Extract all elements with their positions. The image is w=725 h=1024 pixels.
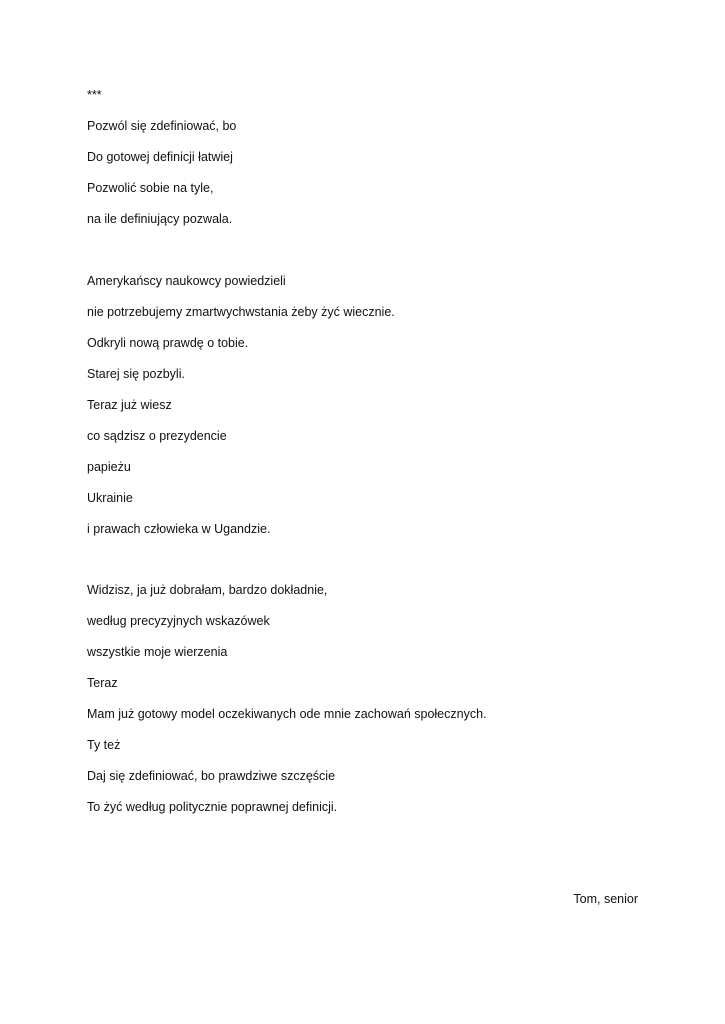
poem-line: To żyć według politycznie poprawnej definicji. xyxy=(87,800,338,814)
poem-line: wszystkie moje wierzenia xyxy=(87,645,228,659)
poem-stars: *** xyxy=(87,88,102,102)
poem-line: Teraz xyxy=(87,676,118,690)
author-signature: Tom, senior xyxy=(573,892,638,906)
poem-line: Starej się pozbyli. xyxy=(87,367,185,381)
poem-line: Amerykańscy naukowcy powiedzieli xyxy=(87,274,286,288)
poem-line: na ile definiujący pozwala. xyxy=(87,212,233,226)
poem-line: co sądzisz o prezydencie xyxy=(87,429,227,443)
poem-line: Ukrainie xyxy=(87,491,133,505)
poem-line: papieżu xyxy=(87,460,131,474)
poem-line: Odkryli nową prawdę o tobie. xyxy=(87,336,249,350)
poem-line: Ty też xyxy=(87,738,121,752)
poem-line: Daj się zdefiniować, bo prawdziwe szczęście xyxy=(87,769,336,783)
poem-line: Do gotowej definicji łatwiej xyxy=(87,150,233,164)
poem-line: Widzisz, ja już dobrałam, bardzo dokładnie, xyxy=(87,583,328,597)
poem-line: Teraz już wiesz xyxy=(87,398,172,412)
poem-line: Pozwól się zdefiniować, bo xyxy=(87,119,237,133)
poem-line: Mam już gotowy model oczekiwanych ode mnie zachowań społecznych. xyxy=(87,707,487,721)
poem-line: i prawach człowieka w Ugandzie. xyxy=(87,522,271,536)
poem-line: według precyzyjnych wskazówek xyxy=(87,614,270,628)
poem-line: nie potrzebujemy zmartwychwstania żeby żyć wiecznie. xyxy=(87,305,395,319)
poem-line: Pozwolić sobie na tyle, xyxy=(87,181,214,195)
